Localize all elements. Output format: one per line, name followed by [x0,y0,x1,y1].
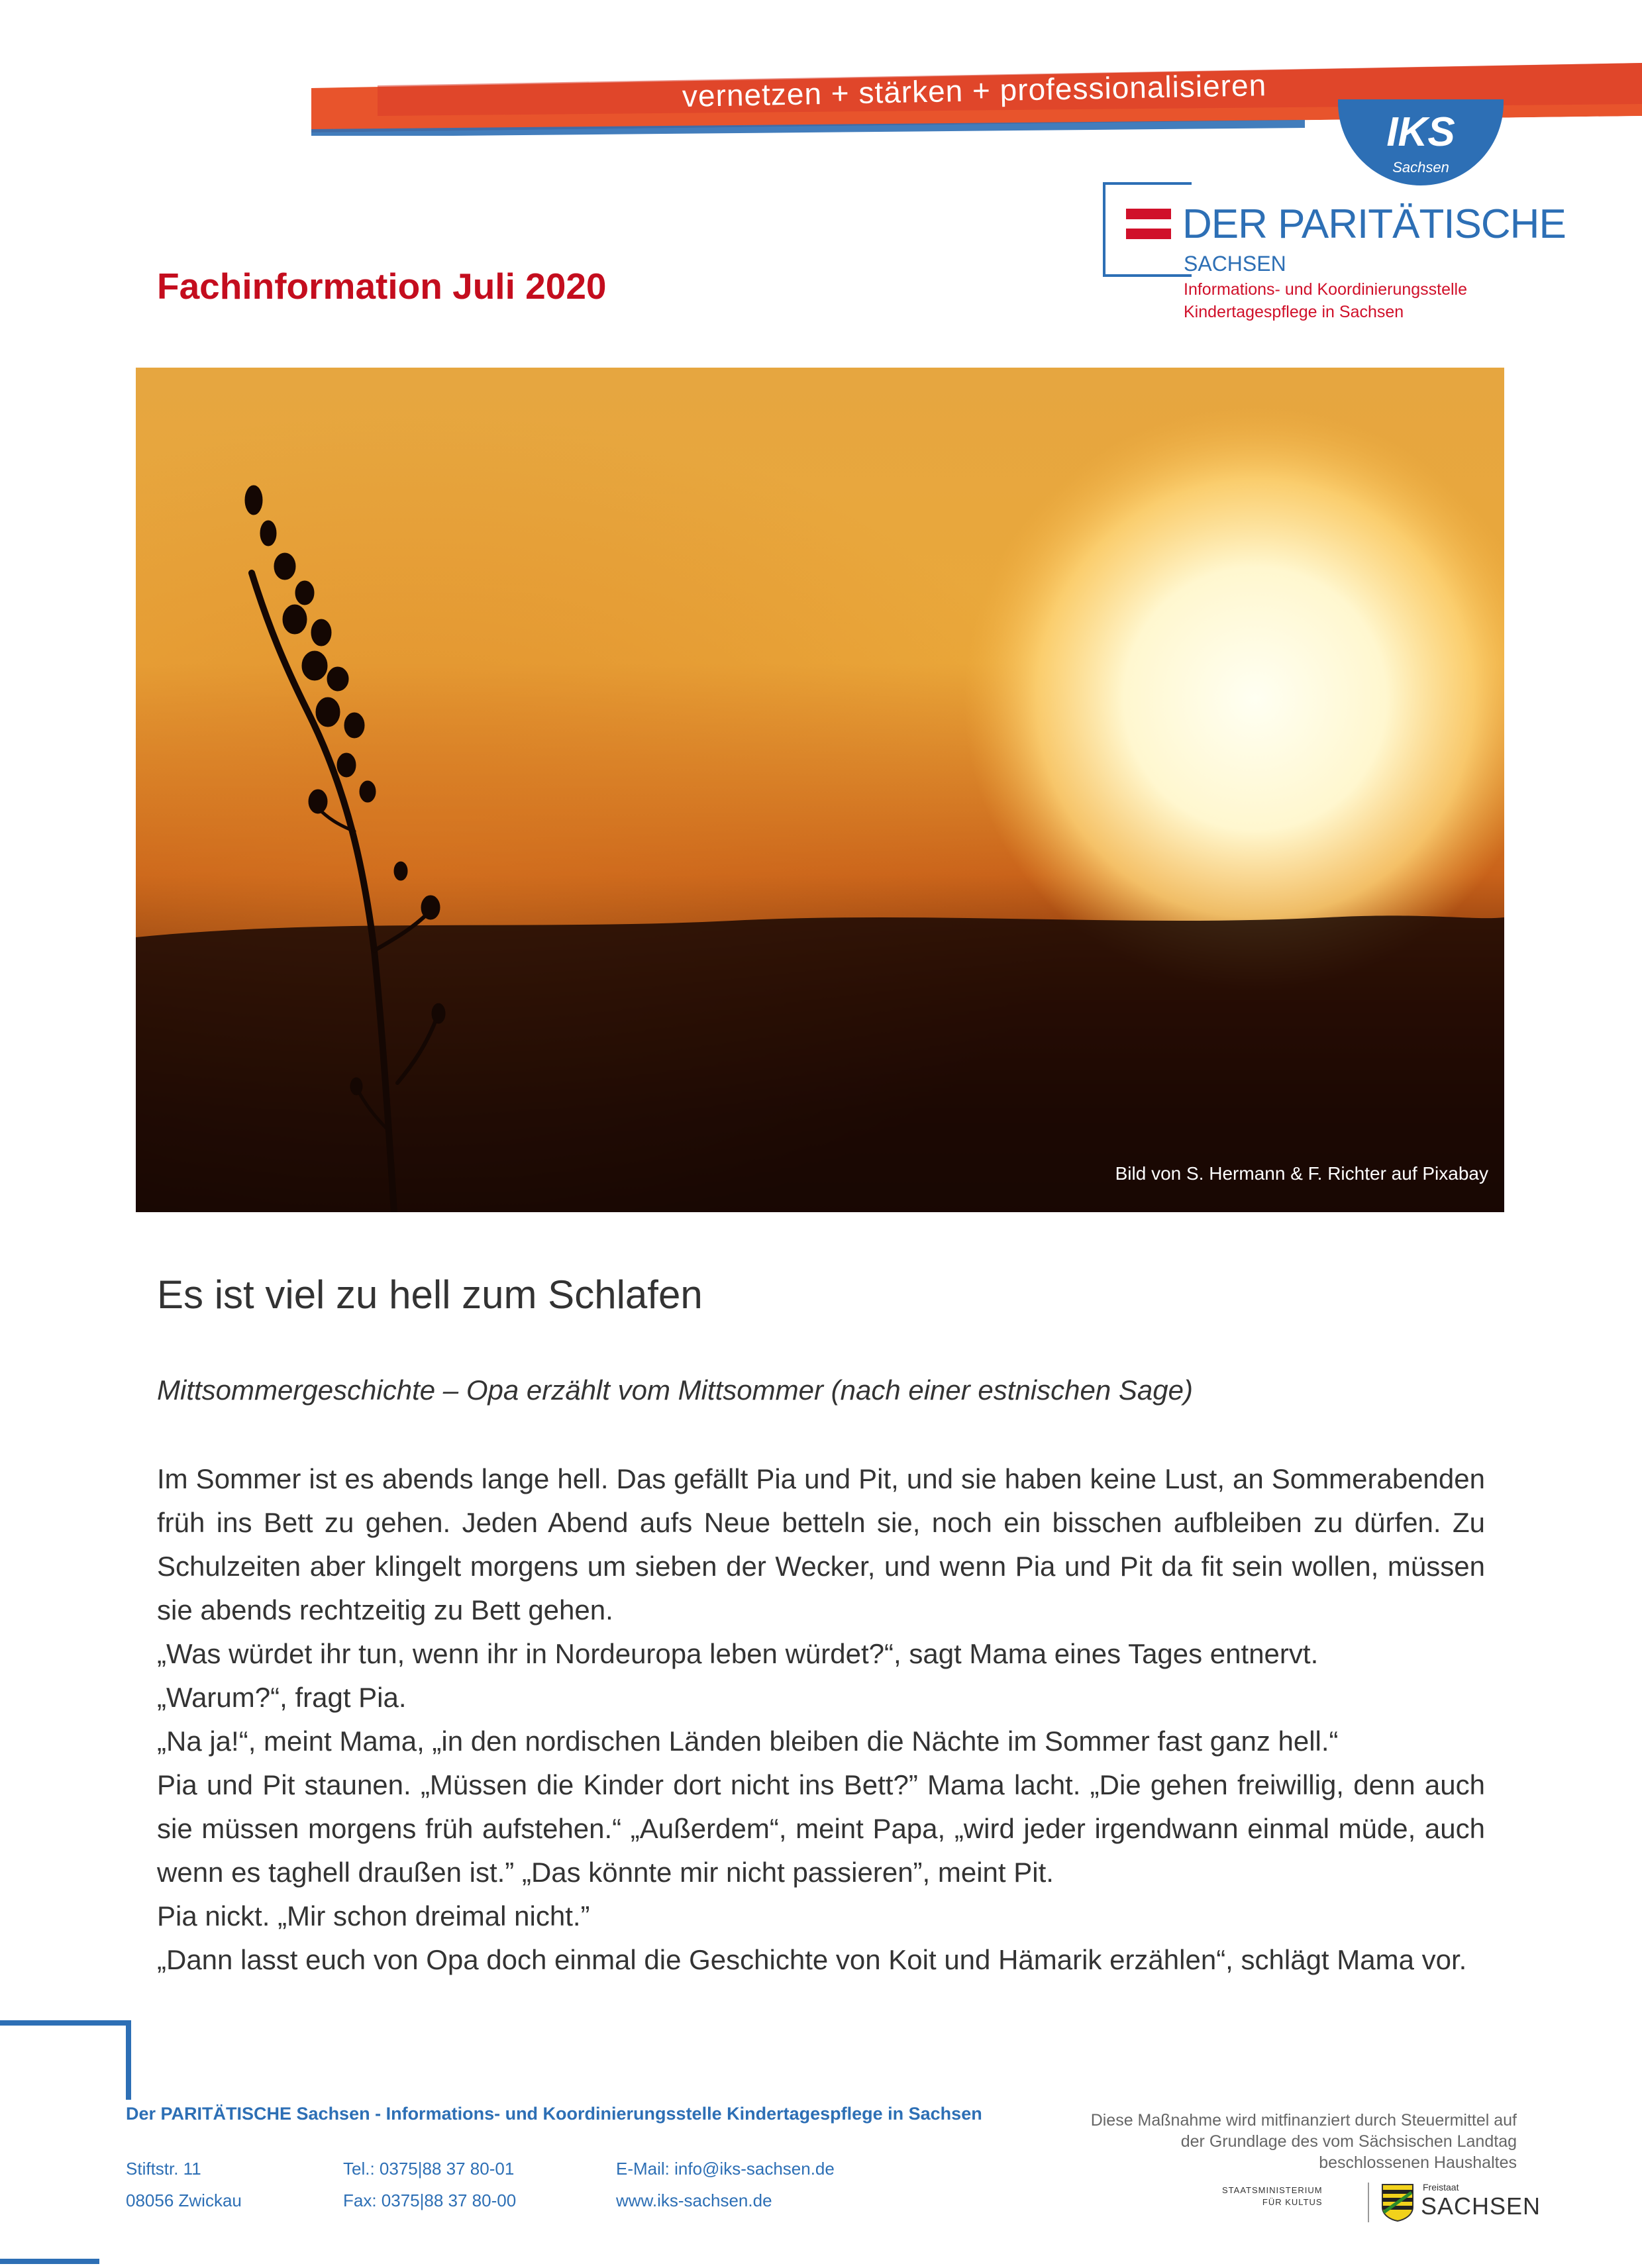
logo-flag-stripe [1126,209,1171,219]
ministry-line: STAATSMINISTERIUM [1222,2185,1323,2195]
story-paragraph: „Na ja!“, meint Mama, „in den nordischen Länden bleiben die Nächte im Sommer fast ganz hell.“ [157,1726,1339,1757]
ministry-line: FÜR KULTUS [1262,2197,1323,2207]
footer-email-link[interactable]: E-Mail: info@iks-sachsen.de [616,2159,835,2179]
footer-tel: Tel.: 0375|88 37 80-01 [343,2159,515,2179]
ministry-divider [1368,2183,1369,2222]
footer-street: Stiftstr. 11 [126,2159,201,2179]
iks-badge [1338,99,1504,185]
funding-line: beschlossenen Haushaltes [1319,2153,1517,2172]
header-tagline: vernetzen + stärken + professionalisieren [682,68,1267,113]
logo-org-line: Informations- und Koordinierungsstelle [1184,280,1468,299]
story-paragraph: Pia und Pit staunen. „Müssen die Kinder dort nicht ins Bett?” Mama lacht. „Die gehen freiwillig, denn auch sie müssen morgens früh aufstehen.“ „Außerdem“, meint Papa, „wird jeder irgendwann einmal müde, auch wenn es taghell draußen ist.” „Das könnte mir nicht passieren”, meint Pit. [157,1769,1485,1888]
story-title: Es ist viel zu hell zum Schlafen [157,1272,703,1317]
saxony-crest-icon [1381,2183,1414,2222]
logo-name: DER PARITÄTISCHE [1182,201,1566,247]
footer-fax: Fax: 0375|88 37 80-00 [343,2191,517,2210]
footer-web-link[interactable]: www.iks-sachsen.de [616,2191,772,2210]
state-name: SACHSEN [1421,2192,1541,2220]
story-subtitle: Mittsommergeschichte – Opa erzählt vom Mittsommer (nach einer estnischen Sage) [157,1374,1193,1406]
iks-badge-title: IKS [1386,109,1455,155]
iks-badge-subtitle: Sachsen [1392,159,1449,176]
ministry-label [1222,2185,1323,2208]
footer-city: 08056 Zwickau [126,2191,242,2210]
footer-accent-line [0,2020,131,2026]
footer-phone [343,2153,516,2216]
document-title: Fachinformation Juli 2020 [157,266,607,307]
state-prefix: Freistaat [1423,2182,1459,2192]
sunset-illustration [136,368,1504,1212]
footer-address [126,2153,242,2216]
funding-notice [1047,2110,1517,2173]
funding-line: Diese Maßnahme wird mitfinanziert durch Steuermittel auf [1090,2111,1517,2130]
footer-contact [616,2153,835,2216]
logo-region: SACHSEN [1184,252,1286,276]
funding-line: der Grundlage des vom Sächsischen Landtag [1180,2132,1517,2151]
story-paragraph: Im Sommer ist es abends lange hell. Das gefällt Pia und Pit, und sie haben keine Lust, an Sommerabenden früh ins Bett zu gehen. Jeden Abend aufs Neue betteln sie, noch ein bisschen aufbleiben zu dürfen. Zu Schulzeiten aber klingelt morgens um sieben der Wecker, und wenn Pia und Pit da fit sein wollen, müssen sie abends rechtzeitig zu Bett gehen. [157,1463,1485,1625]
logo-flag-stripe [1126,229,1171,239]
footer-accent-line [126,2020,131,2100]
footer-accent-line [0,2259,99,2264]
story-body [157,1457,1485,1982]
story-paragraph: Pia nickt. „Mir schon dreimal nicht.” [157,1900,590,1932]
sunset-photo [136,368,1504,1212]
story-paragraph: „Was würdet ihr tun, wenn ihr in Nordeuropa leben würdet?“, sagt Mama eines Tages entnervt. [157,1638,1319,1669]
story-paragraph: „Warum?“, fragt Pia. [157,1682,407,1713]
footer-organisation: Der PARITÄTISCHE Sachsen - Informations- und Koordinierungsstelle Kindertagespflege in Sachsen [126,2104,982,2124]
image-credit: Bild von S. Hermann & F. Richter auf Pixabay [1115,1163,1488,1184]
story-paragraph: „Dann lasst euch von Opa doch einmal die Geschichte von Koit und Hämarik erzählen“, schlägt Mama vor. [157,1944,1467,1975]
logo-org-line: Kindertagespflege in Sachsen [1184,303,1404,321]
